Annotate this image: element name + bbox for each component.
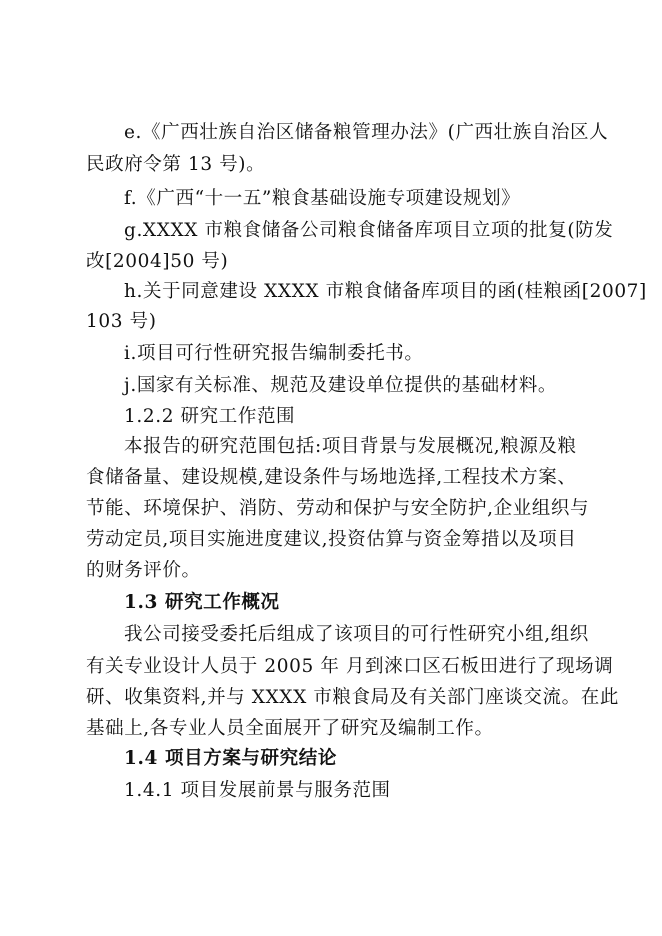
overview-paragraph-line1: 我公司接受委托后组成了该项目的可行性研究小组,组织 — [124, 624, 589, 645]
section-heading-1-3: 1.3 研究工作概况 — [124, 592, 280, 613]
scope-paragraph-line5: 的财务评价。 — [86, 560, 201, 581]
ref-item-e-line1: e.《广西壮族自治区储备粮管理办法》(广西壮族自治区人 — [124, 122, 609, 143]
ref-item-g-line2: 改[2004]50 号) — [86, 251, 229, 272]
ref-item-h-line2: 103 号) — [86, 311, 157, 332]
ref-item-g-line1: g.XXXX 市粮食储备公司粮食储备库项目立项的批复(防发 — [124, 220, 614, 241]
ref-item-j: j.国家有关标准、规范及建设单位提供的基础材料。 — [124, 375, 558, 396]
ref-item-f: f.《广西“十一五”粮食基础设施专项建设规划》 — [124, 188, 521, 209]
overview-paragraph-line4: 基础上,各专业人员全面展开了研究及编制工作。 — [86, 718, 494, 739]
scope-paragraph-line1: 本报告的研究范围包括:项目背景与发展概况,粮源及粮 — [124, 436, 577, 457]
ref-item-h-line1: h.关于同意建设 XXXX 市粮食储备库项目的函(桂粮函[2007] — [124, 281, 647, 302]
section-heading-1-4: 1.4 项目方案与研究结论 — [124, 748, 337, 769]
overview-paragraph-line3: 研、收集资料,并与 XXXX 市粮食局及有关部门座谈交流。在此 — [86, 687, 619, 708]
ref-item-i: i.项目可行性研究报告编制委托书。 — [124, 343, 424, 364]
scope-paragraph-line3: 节能、环境保护、消防、劳动和保护与安全防护,企业组织与 — [86, 498, 590, 519]
section-heading-1-2-2: 1.2.2 研究工作范围 — [124, 406, 296, 427]
section-heading-1-4-1: 1.4.1 项目发展前景与服务范围 — [124, 780, 391, 801]
scope-paragraph-line4: 劳动定员,项目实施进度建议,投资估算与资金筹措以及项目 — [86, 529, 577, 550]
scope-paragraph-line2: 食储备量、建设规模,建设条件与场地选择,工程技术方案、 — [86, 467, 577, 488]
overview-paragraph-line2: 有关专业设计人员于 2005 年 月到淶口区石板田进行了现场调 — [86, 656, 614, 677]
ref-item-e-line2: 民政府令第 13 号)。 — [86, 154, 266, 175]
